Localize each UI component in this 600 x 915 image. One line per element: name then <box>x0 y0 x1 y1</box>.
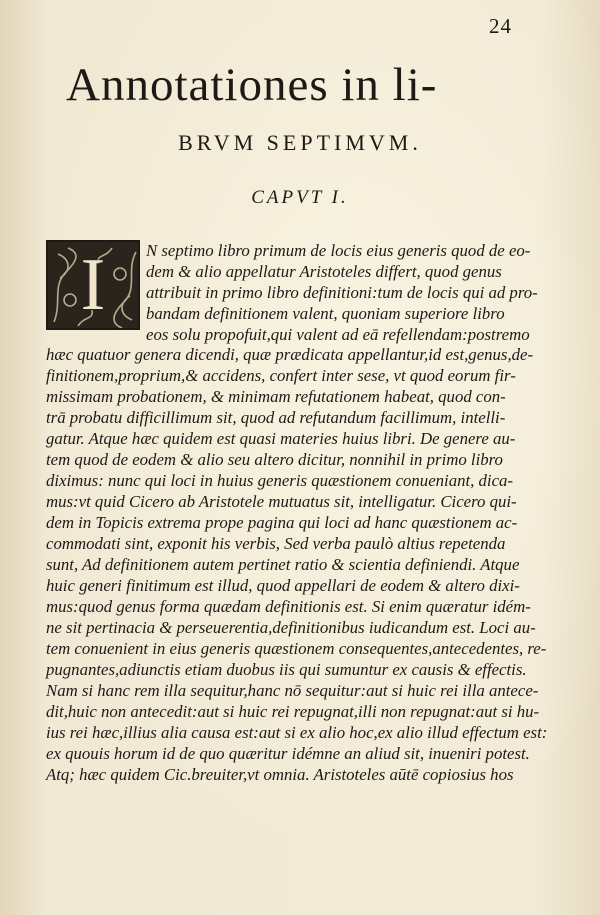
text-line: trā probatu difficillimum sit, quod ad refutandum facillimum, intelli- <box>46 408 506 427</box>
page-number: 24 <box>489 14 512 38</box>
text-line: Atq; hæc quidem Cic.breuiter,vt omnia. Aristoteles aūtē copiosius hos <box>46 765 514 784</box>
text-line: dit,huic non antecedit:aut si huic rei repugnat,illi non repugnat:aut si hu- <box>46 702 540 721</box>
text-line: mus:vt quid Cicero ab Aristotele mutuatus sit, intelligatur. Cicero qui- <box>46 492 517 511</box>
text-line: dem & alio appellatur Aristoteles differt, quod genus <box>146 262 502 281</box>
text-line: missimam probationem, & minimam refutationem habeat, quod con- <box>46 387 506 406</box>
initial-letter: I <box>80 244 106 326</box>
text-line: huic generi finitimum est illud, quod appellari de eodem & altero dixi- <box>46 576 520 595</box>
decorated-initial <box>46 240 140 330</box>
chapter-heading: CAPVT I. <box>251 187 349 208</box>
title-line-1: Annotationes in li- <box>66 59 438 111</box>
text-line: gatur. Atque hæc quidem est quasi materies huius libri. De genere au- <box>46 429 516 448</box>
text-line: dem in Topicis extrema prope pagina qui loci ad hanc quæstionem ac- <box>46 513 518 532</box>
text-line: ius rei hæc,illius alia causa est:aut si ex alio hoc,ex alio illud effectum est: <box>46 723 548 742</box>
text-line: pugnantes,adiunctis etiam duobus iis qui sumuntur ex causis & effectis. <box>46 660 527 679</box>
text-line: commodati sint, exponit his verbis, Sed verba paulò altius repetenda <box>46 534 506 553</box>
text-line: eos solu propofuit,qui valent ad eā refellendam:postremo <box>146 325 530 344</box>
text-line: ex quouis horum id de quo quæritur idémne an aliud sit, inueniri potest. <box>46 744 530 763</box>
text-line: tem quod de eodem & alio seu altero dicitur, nonnihil in primo libro <box>46 450 503 469</box>
text-line: N septimo libro primum de locis eius generis quod de eo- <box>146 241 531 260</box>
text-line: hæc quatuor genera dicendi, quæ prædicata appellantur,id est,genus,de- <box>46 345 534 364</box>
text-line: ne sit pertinacia & perseuerentia,definitionibus iudicandum est. Loci au- <box>46 618 536 637</box>
text-line: diximus: nunc qui loci in huius generis quæstionem conueniant, dica- <box>46 471 514 490</box>
text-line: sunt, Ad definitionem autem pertinet ratio & scientia definiendi. Atque <box>46 555 520 574</box>
text-line: bandam definitionem valent, quoniam superiore libro <box>146 304 505 323</box>
text-line: Nam si hanc rem illa sequitur,hanc nō sequitur:aut si huic rei illa antece- <box>46 681 539 700</box>
text-line: mus:quod genus forma quædam definitionis est. Si enim quæratur idém- <box>46 597 531 616</box>
text-line: finitionem,proprium,& accidens, confert inter sese, vt quod eorum fir- <box>46 366 516 385</box>
title-line-2: BRVM SEPTIMVM. <box>178 130 422 155</box>
text-line: tem conuenient in eius generis quæstionem consequentes,antecedentes, re- <box>46 639 547 658</box>
text-line: attribuit in primo libro definitioni:tum de locis qui ad pro- <box>146 283 538 302</box>
